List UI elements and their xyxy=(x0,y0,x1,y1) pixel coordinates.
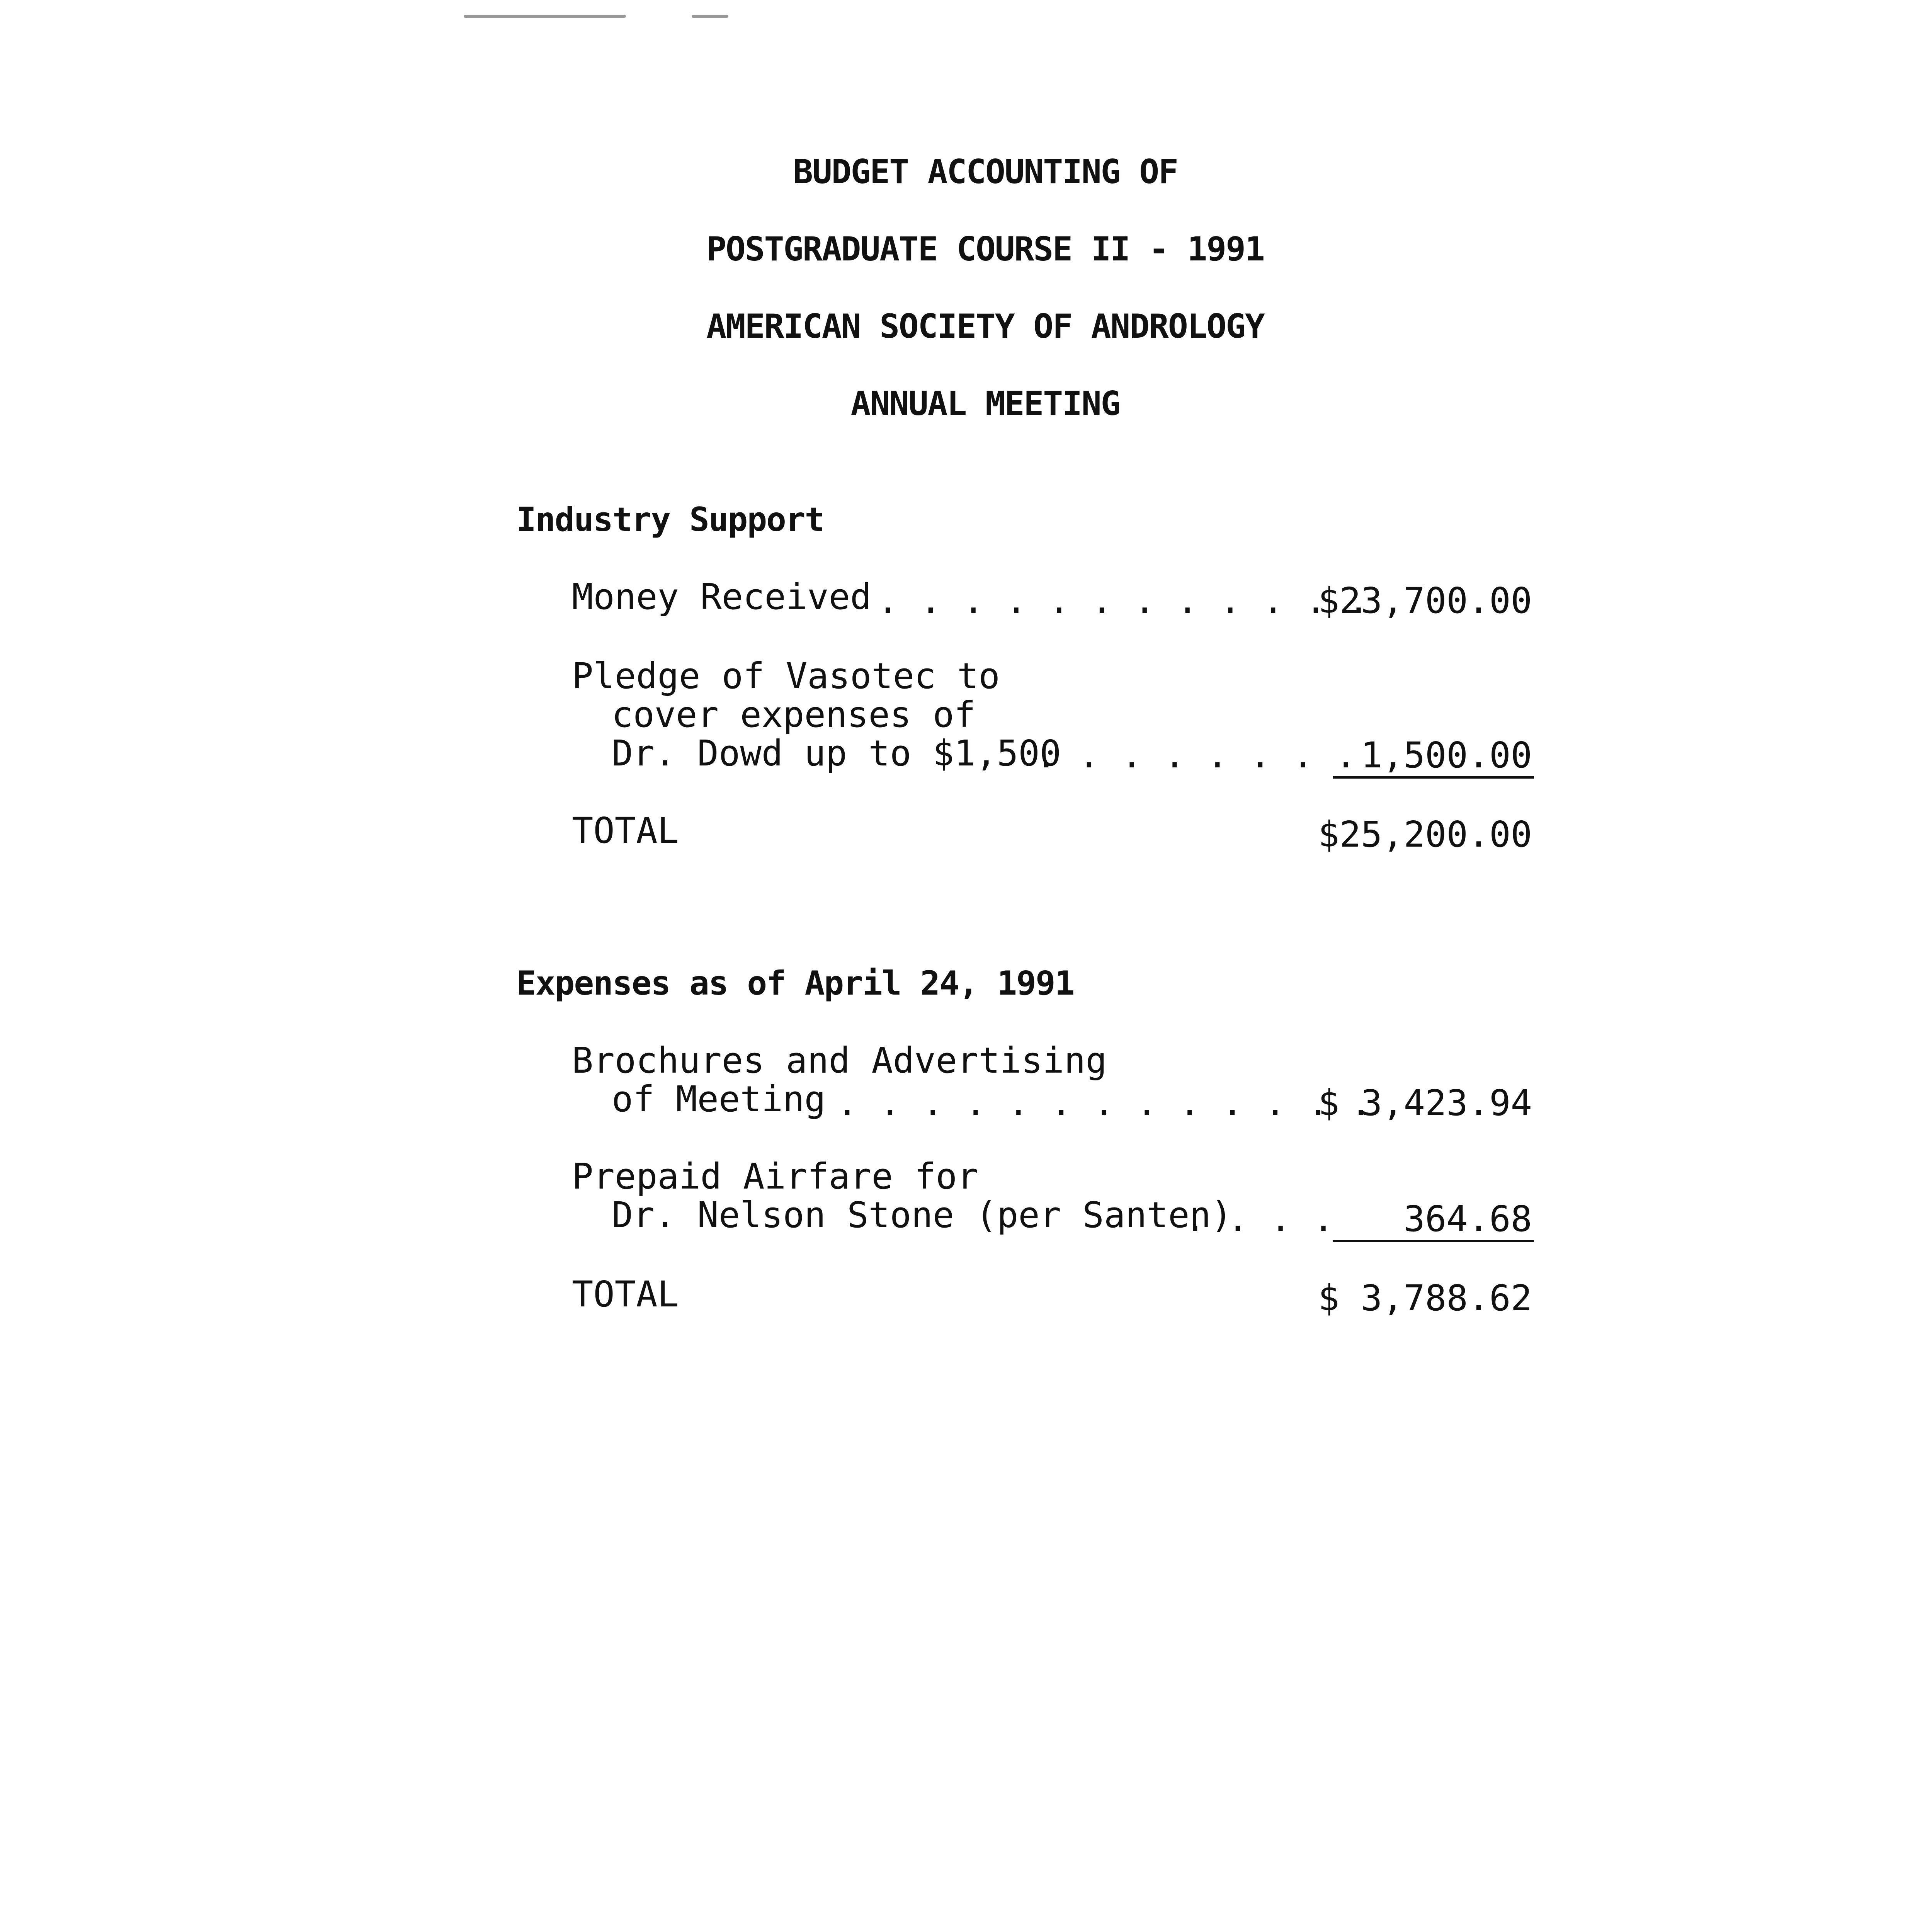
title-line-4: ANNUAL MEETING xyxy=(850,384,1120,423)
pledge-amount: 1,500.00 xyxy=(1361,735,1532,776)
industry-total-amount: $25,200.00 xyxy=(1318,814,1532,855)
subtotal-underline xyxy=(1333,776,1534,779)
pledge-leader: . . . . . . . . xyxy=(1036,735,1357,776)
title-line-3: AMERICAN SOCIETY OF ANDROLOGY xyxy=(706,307,1264,346)
expenses-total-label: TOTAL xyxy=(572,1274,679,1315)
airfare-label-line-1: Prepaid Airfare for xyxy=(572,1156,979,1197)
industry-support-heading: Industry Support xyxy=(516,500,824,539)
brochures-label-line-1: Brochures and Advertising xyxy=(572,1040,1107,1081)
money-received-amount: $23,700.00 xyxy=(1318,580,1532,621)
airfare-leader: . . . . xyxy=(1184,1198,1334,1240)
pledge-label-line-3: Dr. Dowd up to $1,500 xyxy=(612,733,1061,774)
title-line-1: BUDGET ACCOUNTING OF xyxy=(793,153,1178,191)
scan-artifact xyxy=(692,15,728,18)
expenses-subtotal-underline xyxy=(1333,1240,1534,1242)
money-received-leader: . . . . . . . . . . . . xyxy=(877,580,1369,621)
expenses-heading: Expenses as of April 24, 1991 xyxy=(516,964,1074,1003)
money-received-label: Money Received xyxy=(572,576,872,617)
airfare-label-line-2: Dr. Nelson Stone (per Santen) xyxy=(612,1194,1233,1236)
brochures-amount: $ 3,423.94 xyxy=(1318,1082,1532,1124)
pledge-label-line-1: Pledge of Vasotec to xyxy=(572,655,1000,697)
pledge-label-line-2: cover expenses of xyxy=(612,694,976,735)
industry-total-label: TOTAL xyxy=(572,810,679,851)
airfare-amount: 364.68 xyxy=(1403,1198,1532,1240)
expenses-total-amount: $ 3,788.62 xyxy=(1318,1277,1532,1319)
title-line-2: POSTGRADUATE COURSE II - 1991 xyxy=(706,230,1264,269)
brochures-leader: . . . . . . . . . . . . . xyxy=(837,1082,1372,1124)
scan-artifact xyxy=(464,15,626,18)
brochures-label-line-2: of Meeting xyxy=(612,1078,826,1120)
